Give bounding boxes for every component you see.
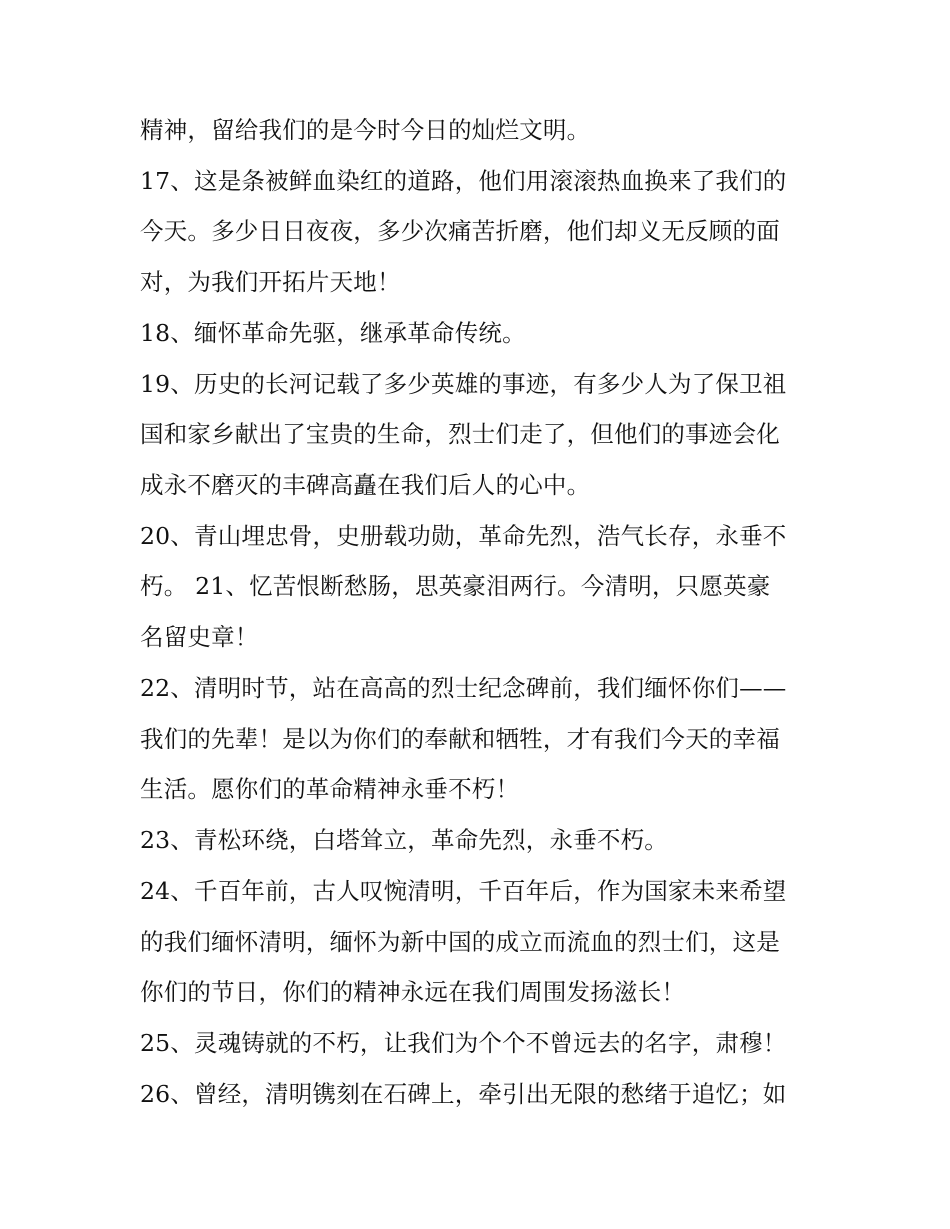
text-line: 今天。多少日日夜夜，多少次痛苦折磨，他们却义无反顾的面 <box>140 217 780 245</box>
text-line: 18、缅怀革命先驱，继承革命传统。 <box>140 319 526 347</box>
text-line: 成永不磨灭的丰碑高矗在我们后人的心中。 <box>140 471 591 499</box>
text-line: 国和家乡献出了宝贵的生命，烈士们走了，但他们的事迹会化 <box>140 420 780 448</box>
text-line: 26、曾经，清明镌刻在石碑上，牵引出无限的愁绪于追忆；如 <box>140 1080 787 1108</box>
text-line: 名留史章！ <box>140 623 259 651</box>
text-line: 23、青松环绕，白塔耸立，革命先烈，永垂不朽。 <box>140 826 669 854</box>
text-line: 你们的节日，你们的精神永远在我们周围发扬滋长！ <box>140 978 686 1006</box>
text-line: 对，为我们开拓片天地！ <box>140 268 401 296</box>
text-line: 24、千百年前，古人叹惋清明，千百年后，作为国家未来希望 <box>140 877 787 905</box>
text-line: 生活。愿你们的革命精神永垂不朽！ <box>140 775 520 803</box>
text-line: 20、青山埋忠骨，史册载功勋，革命先烈，浩气长存，永垂不 <box>140 522 787 550</box>
text-line: 17、这是条被鲜血染红的道路，他们用滚滚热血换来了我们的 <box>140 167 787 195</box>
text-line: 25、灵魂铸就的不朽，让我们为个个不曾远去的名字，肃穆！ <box>140 1029 787 1057</box>
text-line: 朽。 21、忆苦恨断愁肠，思英豪泪两行。今清明，只愿英豪 <box>140 572 771 600</box>
text-line: 的我们缅怀清明，缅怀为新中国的成立而流血的烈士们，这是 <box>140 928 780 956</box>
text-line: 精神，留给我们的是今时今日的灿烂文明。 <box>140 116 591 144</box>
text-line: 我们的先辈！是以为你们的奉献和牺牲，才有我们今天的幸福 <box>140 725 780 753</box>
text-line: 19、历史的长河记载了多少英雄的事迹，有多少人为了保卫祖 <box>140 370 787 398</box>
text-line: 22、清明时节，站在高高的烈士纪念碑前，我们缅怀你们—— <box>140 674 787 702</box>
